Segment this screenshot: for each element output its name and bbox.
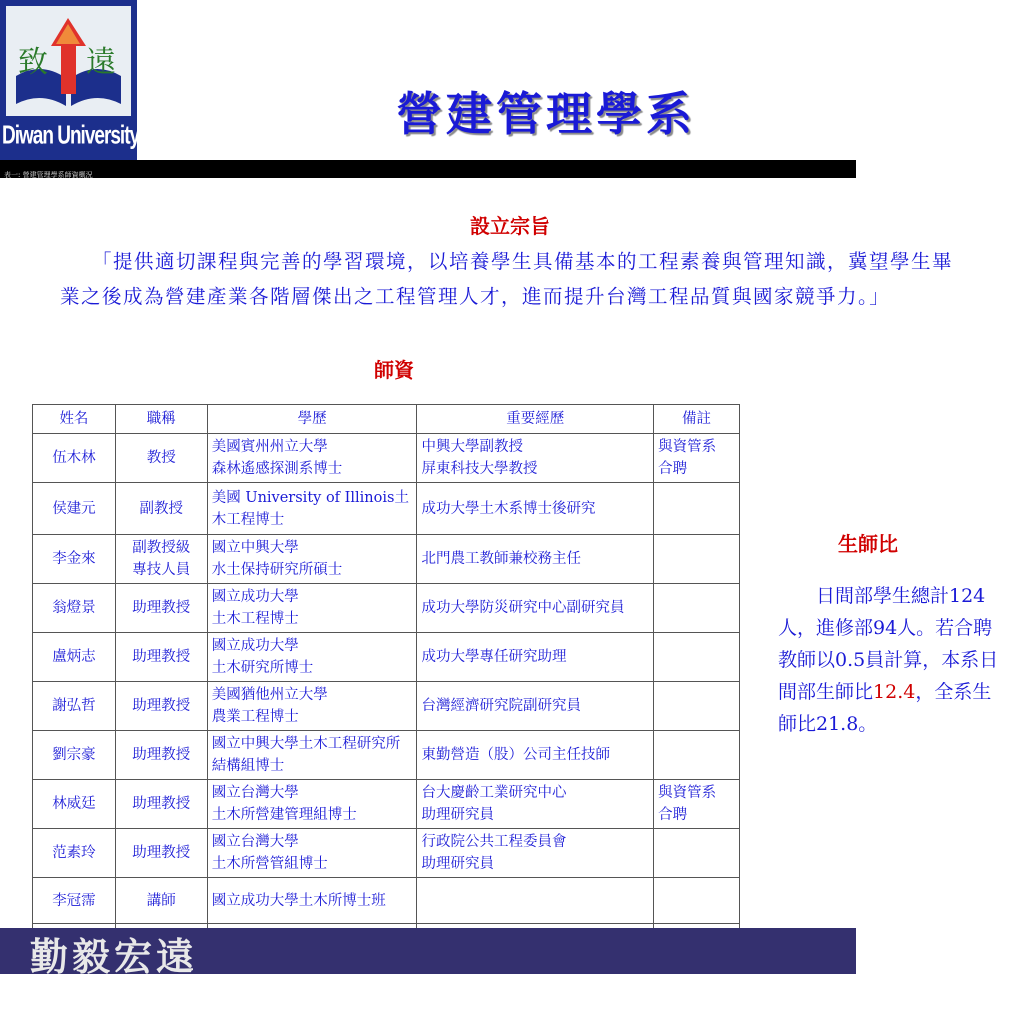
table-caption: 表一: 營建管理學系師資概況 (4, 171, 93, 179)
faculty-education-cell: 國立台灣大學 土木所營建管理組博士 (207, 780, 417, 829)
table-row (33, 682, 740, 731)
footer-slogan: 勤毅宏遠 (30, 934, 199, 979)
faculty-education-cell: 美國猶他州立大學 農業工程博士 (207, 682, 417, 731)
faculty-name-cell: 范素玲 (33, 829, 116, 878)
page-title: 營建管理學系 (396, 87, 696, 141)
faculty-note-cell (654, 878, 740, 924)
faculty-education-cell: 美國 University of Illinois土木工程博士 (207, 483, 417, 535)
faculty-name-cell: 盧炳志 (33, 633, 116, 682)
ratio-statement (778, 580, 1010, 740)
faculty-title-cell: 助理教授 (115, 682, 207, 731)
table-row (33, 535, 740, 584)
faculty-note-cell (654, 584, 740, 633)
faculty-table-header (33, 405, 740, 434)
faculty-title-cell: 助理教授 (115, 633, 207, 682)
logo-text: Diwan University (2, 122, 140, 151)
ratio-highlight-value: 12.4 (873, 681, 916, 703)
table-row (33, 878, 740, 924)
column-header-education: 學歷 (207, 405, 417, 434)
column-header-name: 姓名 (33, 405, 116, 434)
faculty-education-cell: 國立成功大學土木所博士班 (207, 878, 417, 924)
faculty-experience-cell: 台大慶齡工業研究中心 助理研究員 (417, 780, 654, 829)
faculty-name-cell: 謝弘哲 (33, 682, 116, 731)
ratio-text-after: ，全系生師比21.8。 (778, 681, 992, 735)
faculty-experience-cell: 成功大學土木系博士後研究 (417, 483, 654, 535)
logo-emblem-icon (6, 6, 131, 116)
faculty-title-cell: 助理教授 (115, 780, 207, 829)
faculty-name-cell: 翁燈景 (33, 584, 116, 633)
faculty-experience-cell: 中興大學副教授 屏東科技大學教授 (417, 434, 654, 483)
svg-text:致: 致 (18, 45, 48, 80)
faculty-education-cell: 國立中興大學 水土保持研究所碩士 (207, 535, 417, 584)
faculty-name-cell: 劉宗豪 (33, 731, 116, 780)
faculty-name-cell: 侯建元 (33, 483, 116, 535)
faculty-experience-cell: 行政院公共工程委員會 助理研究員 (417, 829, 654, 878)
header-divider-bar (0, 160, 856, 178)
faculty-experience-cell: 成功大學防災研究中心副研究員 (417, 584, 654, 633)
table-row (33, 434, 740, 483)
table-row (33, 633, 740, 682)
faculty-education-cell: 國立台灣大學 土木所營管組博士 (207, 829, 417, 878)
faculty-education-cell: 國立成功大學 土木工程博士 (207, 584, 417, 633)
faculty-note-cell (654, 829, 740, 878)
faculty-title-cell: 教授 (115, 434, 207, 483)
table-row (33, 731, 740, 780)
faculty-note-cell: 與資管系 合聘 (654, 434, 740, 483)
faculty-title-cell: 助理教授 (115, 584, 207, 633)
faculty-education-cell: 國立成功大學 土木研究所博士 (207, 633, 417, 682)
ratio-text-before: 日間部學生總計124人，進修部94人。若合聘教師以0.5員計算，本系日間部生師比 (778, 585, 999, 703)
faculty-title-cell: 副教授級 專技人員 (115, 535, 207, 584)
svg-text:遠: 遠 (86, 45, 116, 80)
faculty-note-cell: 與資管系 合聘 (654, 780, 740, 829)
table-row (33, 829, 740, 878)
faculty-name-cell: 李金來 (33, 535, 116, 584)
faculty-name-cell: 林威廷 (33, 780, 116, 829)
faculty-heading: 師資 (374, 358, 414, 382)
faculty-note-cell (654, 633, 740, 682)
column-header-note: 備註 (654, 405, 740, 434)
faculty-name-cell: 李冠霈 (33, 878, 116, 924)
faculty-education-cell: 美國賓州州立大學 森林遙感探測系博士 (207, 434, 417, 483)
faculty-experience-cell (417, 878, 654, 924)
faculty-experience-cell: 東勤營造（股）公司主任技師 (417, 731, 654, 780)
faculty-title-cell: 講師 (115, 878, 207, 924)
faculty-experience-cell: 台灣經濟研究院副研究員 (417, 682, 654, 731)
table-row (33, 584, 740, 633)
faculty-title-cell: 副教授 (115, 483, 207, 535)
mission-statement: 「提供適切課程與完善的學習環境，以培養學生具備基本的工程素養與管理知識，冀望學生畢業之後成為營建產業各階層傑出之工程管理人才，進而提升台灣工程品質與國家競爭力。」 (60, 250, 954, 308)
faculty-education-cell: 國立中興大學土木工程研究所結構組博士 (207, 731, 417, 780)
ratio-heading: 生師比 (838, 532, 898, 556)
university-logo (0, 0, 140, 172)
faculty-title-cell: 助理教授 (115, 731, 207, 780)
faculty-note-cell (654, 682, 740, 731)
faculty-title-cell: 助理教授 (115, 829, 207, 878)
column-header-title: 職稱 (115, 405, 207, 434)
faculty-experience-cell: 成功大學專任研究助理 (417, 633, 654, 682)
faculty-note-cell (654, 483, 740, 535)
faculty-table (32, 404, 740, 970)
faculty-note-cell (654, 731, 740, 780)
column-header-experience: 重要經歷 (417, 405, 654, 434)
faculty-note-cell (654, 535, 740, 584)
faculty-experience-cell: 北門農工教師兼校務主任 (417, 535, 654, 584)
logo-emblem (6, 6, 131, 116)
table-row (33, 780, 740, 829)
table-row (33, 483, 740, 535)
faculty-name-cell: 伍木林 (33, 434, 116, 483)
mission-heading: 設立宗旨 (470, 214, 550, 238)
